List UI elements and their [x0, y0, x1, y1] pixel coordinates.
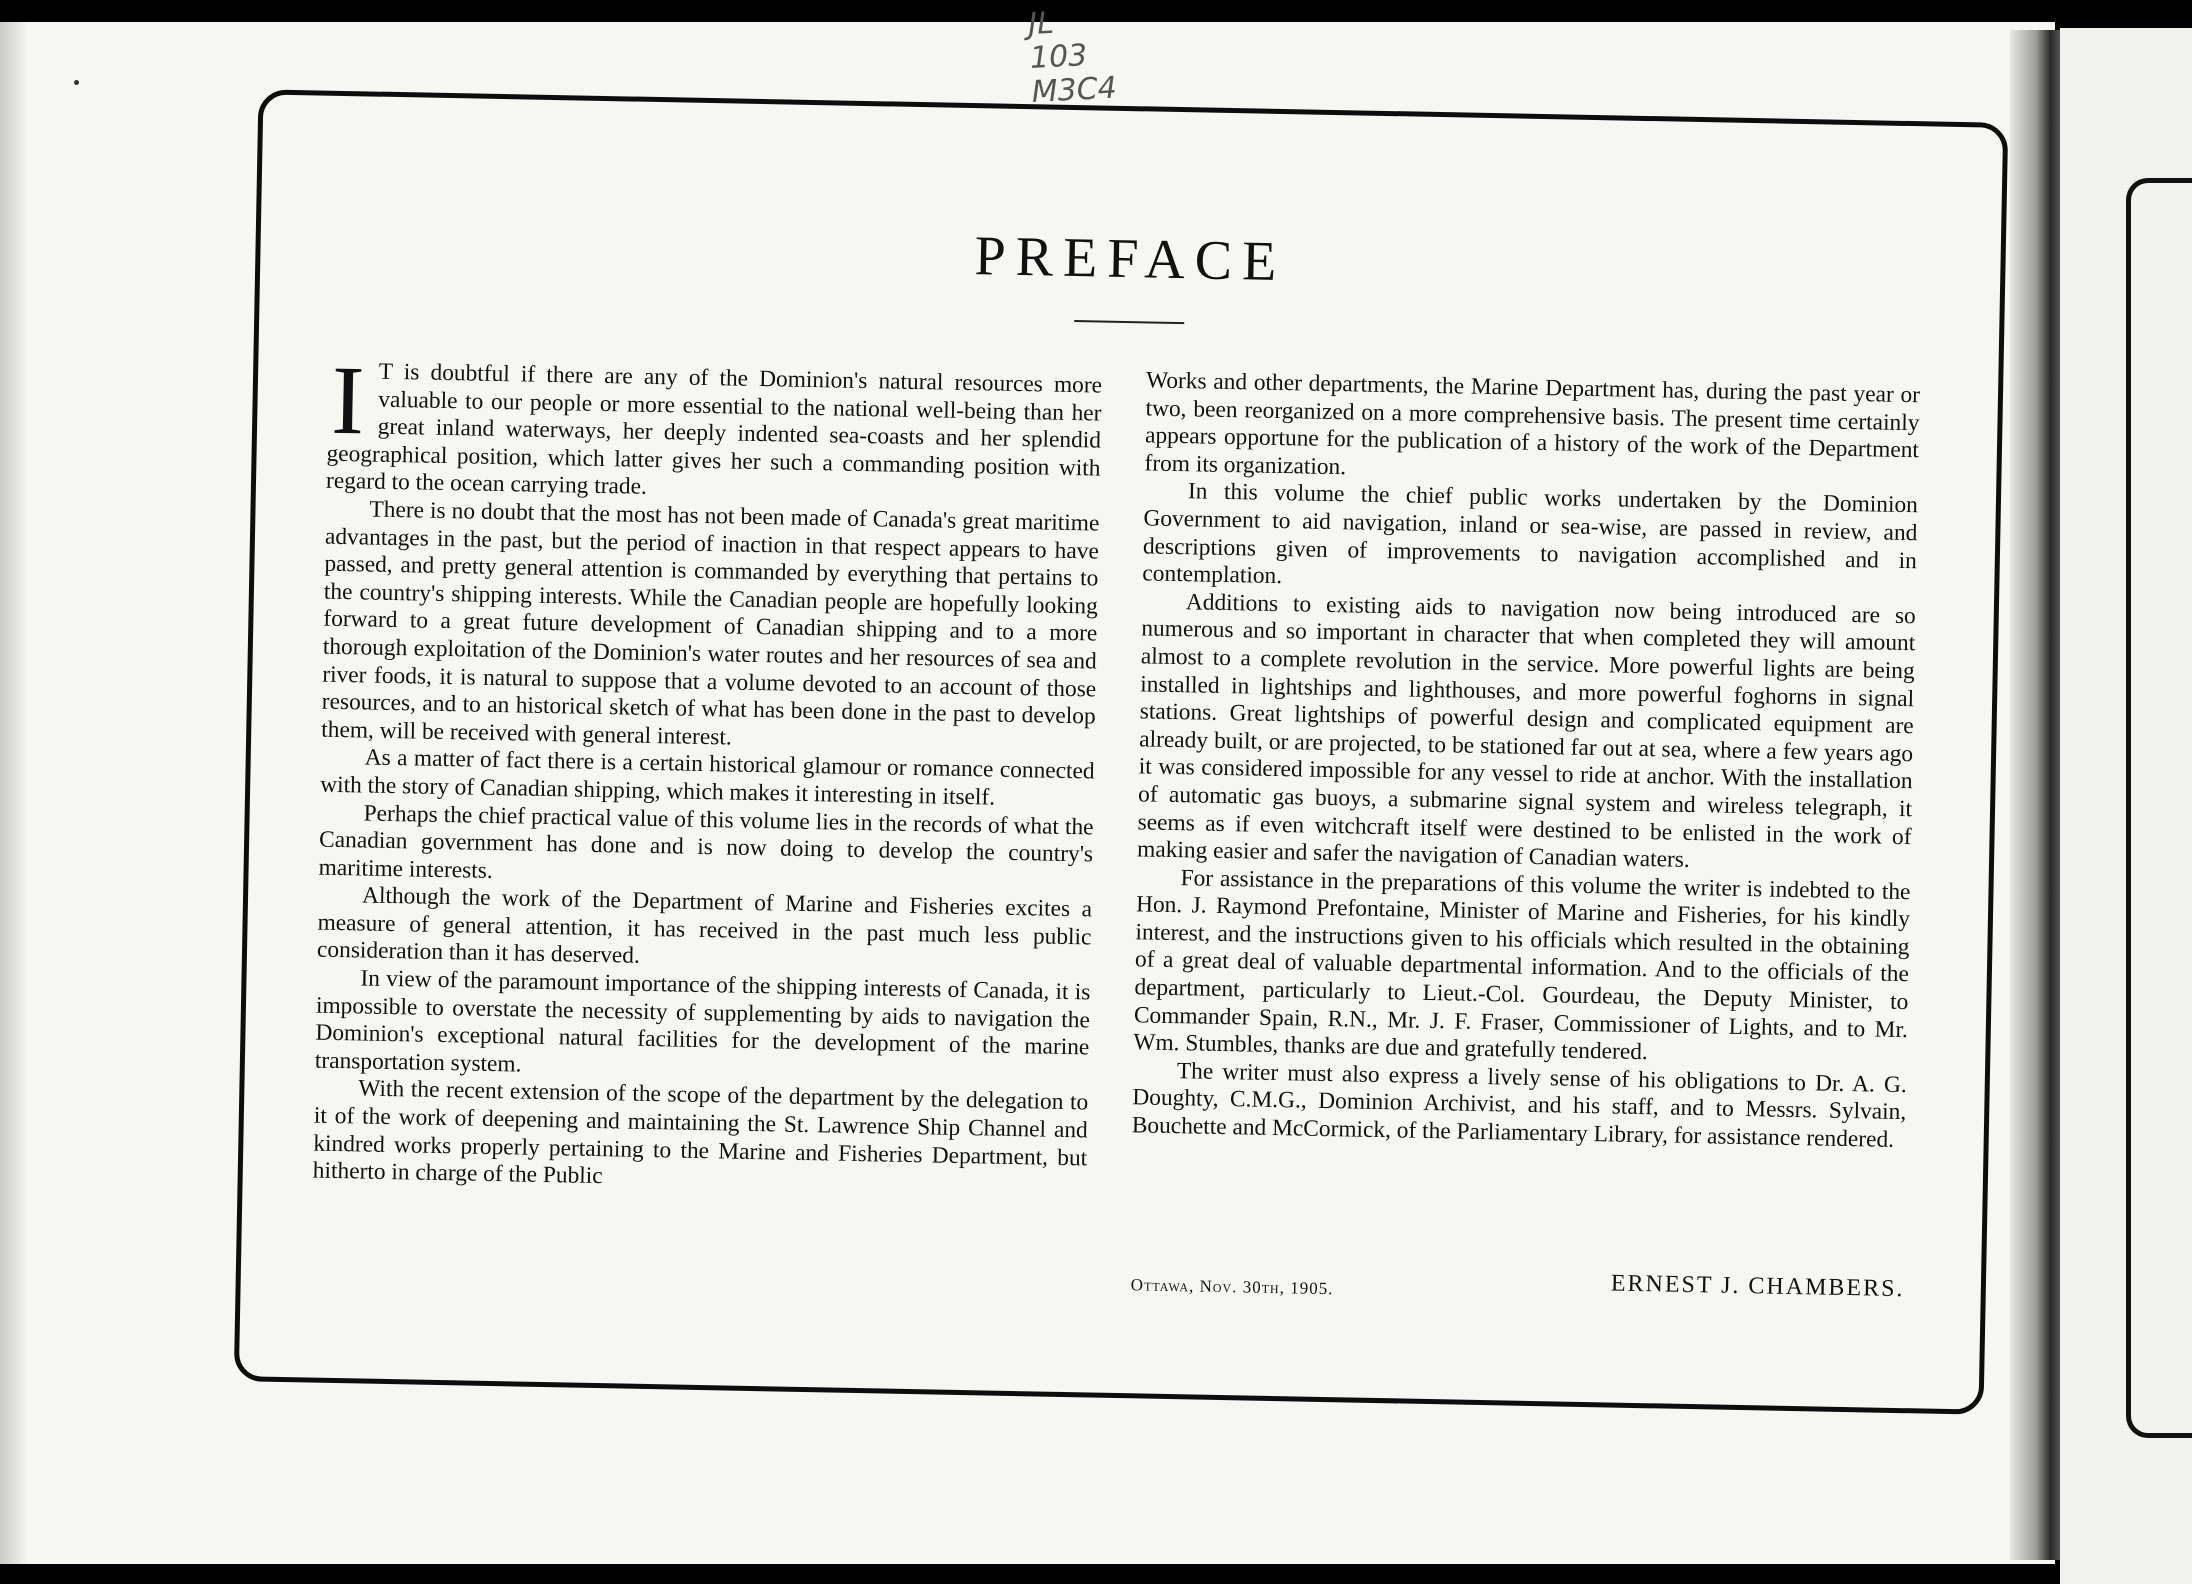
paragraph-2: There is no doubt that the most has not been made of Canada's great maritime advantages in the past, but the period of inaction in that respect appears to have passed, and pretty general attention is commanded by everything that pertains to the country's shipping interests. While the Canadian people are hopefully looking forward to a great future development of Canadian shipping and to a more thorough exploitation of the Dominion's water routes and her resources of sea and river foods, it is natural to suppose that a volume devoted to an account of those resources, and to an historical sketch of what has been done in the past to develop them, will be received with general interest.	[321, 496, 1100, 751]
page-title: PREFACE	[974, 225, 1287, 294]
paragraph-8: Works and other departments, the Marine Department has, during the past year or two, been reorganized on a more comprehensive basis. The present time certainly appears opportune for the publication of a history of the work of the Department from its organization.	[1144, 367, 1921, 481]
author-signature: ERNEST J. CHAMBERS.	[1610, 1270, 1905, 1303]
paragraph-3: As a matter of fact there is a certain historical glamour or romance connected with the story of Canadian shipping, which makes it interesting in itself.	[319, 744, 1095, 811]
paragraph-1	[325, 346, 1103, 511]
adjacent-page-frame	[2126, 178, 2192, 1438]
right-column	[1132, 367, 1921, 1154]
paragraph-9: In this volume the chief public works undertaken by the Dominion Government to aid navigation, inland or sea-wise, are passed in review, and descriptions given of improvements to navigation accomplished and in contemplation.	[1142, 478, 1919, 590]
paragraph-11: For assistance in the preparations of this volume the writer is indebted to the Hon. J. Raymond Prefontaine, Minister of Marine and Fisheries, for his kindly interest, and the instructions given to his officials which resulted in the obtaining of a great deal of valuable departmental information. And to the officials of the department, particularly to Lieut.-Col. Gourdeau, the Deputy Minister, to Commander Spain, R.N., Mr. J. F. Fraser, Commissioner of Lights, and to Mr. Wm. Stumbles, thanks are due and gratefully tendered.	[1133, 864, 1911, 1066]
call-number-line-3: M3C4	[1030, 70, 1118, 110]
drop-cap: I	[330, 346, 366, 456]
title-divider	[1074, 320, 1184, 324]
place-and-date: Ottawa, Nov. 30th, 1905.	[1130, 1275, 1334, 1299]
page-left-edge	[0, 22, 28, 1564]
left-column	[312, 346, 1103, 1201]
paragraph-4: Perhaps the chief practical value of this volume lies in the records of what the Canadian government has done and is now doing to develop the country's maritime interests.	[318, 799, 1094, 884]
paragraph-1-text: T is doubtful if there are any of the Dominion's natural resources more valuable to our people or more essential to the national well-being than her great inland waterways, her deeply indented sea-coasts and her splendid geographical position, which latter gives her such a commanding position with regard to the ocean carrying trade.	[325, 358, 1103, 501]
paragraph-7: With the recent extension of the scope of the department by the delegation to it of the work of deepening and maintaining the St. Lawrence Ship Channel and kindred works properly pertaining to the Marine and Fisheries Department, but hitherto in charge of the Public	[312, 1075, 1089, 1190]
paragraph-10: Additions to existing aids to navigation now being introduced are so numerous and so important in character that when completed they will amount almost to a complete revolution in the service. More powerful lights are being installed in lightships and lighthouses, and more powerful foghorns in signal stations. Great lightships of powerful design and complicated equipment are already built, or are projected, to be stationed far out at sea, where a few years ago it was considered impossible for any vessel to ride at anchor. With the installation of automatic gas buoys, a submarine signal system and wireless telegraph, it seems as if even witchcraft itself were destined to be enlisted in the work of making easier and safer the navigation of Canadian waters.	[1136, 588, 1917, 874]
preface-frame	[234, 89, 2008, 1414]
call-number-line-2: 103	[1029, 38, 1089, 76]
handwritten-call-number	[1019, 4, 1117, 111]
paragraph-12: The writer must also express a lively sense of his obligations to Dr. A. G. Doughty, C.M.G., Dominion Archivist, and his staff, and to Messrs. Sylvain, Bouchette and McCormick, of the Parliamentary Library, for assistance rendered.	[1131, 1057, 1908, 1153]
call-number-line-1: JL	[1027, 5, 1055, 43]
paragraph-5: Although the work of the Department of Marine and Fisheries excites a measure of general attention, it has received in the past much less public consideration than it has deserved.	[316, 882, 1093, 970]
scan-speck	[74, 80, 79, 85]
paragraph-6: In view of the paramount importance of the shipping interests of Canada, it is impossible to overstate the necessity of supplementing by aids to navigation the Dominion's exceptional natural facilities for the development of the marine transportation system.	[314, 965, 1091, 1078]
